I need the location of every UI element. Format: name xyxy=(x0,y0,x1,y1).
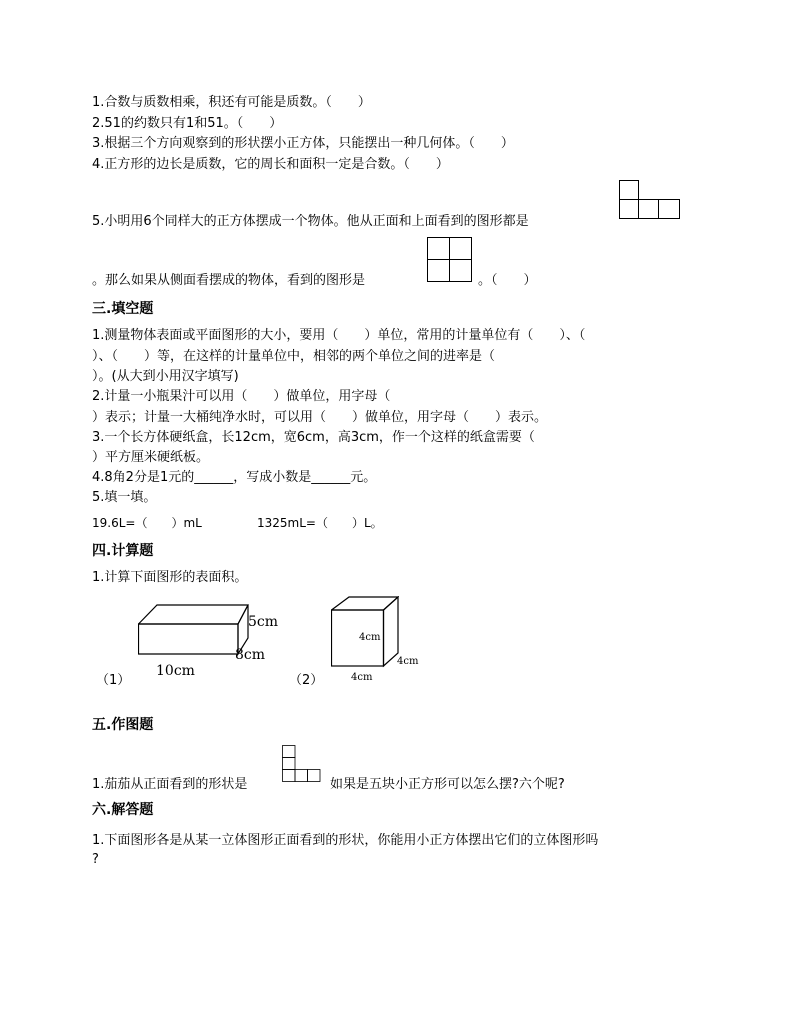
calc-question-1: 1.计算下面图形的表面积。 xyxy=(92,570,248,585)
cuboid-length-label: 10cm xyxy=(156,663,195,679)
section-title-solve: 六.解答题 xyxy=(92,802,154,818)
judge-question-3: 3.根据三个方向观察到的形状摆小正方体，只能摆出一种几何体。（ ） xyxy=(92,136,514,151)
draw-question-1-part2: 如果是五块小正方形可以怎么摆?六个呢? xyxy=(330,777,565,792)
judge-question-2: 2.51的约数只有1和51。（ ） xyxy=(92,116,283,131)
fill-question-3-line1: 3.一个长方体硬纸盒，长12cm，宽6cm，高3cm，作一个这样的纸盒需要（ xyxy=(92,430,535,445)
draw-question-1-part1: 1.茄茄从正面看到的形状是 xyxy=(92,777,248,792)
section-title-draw: 五.作图题 xyxy=(92,717,154,733)
cuboid-height-label: 5cm xyxy=(248,614,279,630)
fill-question-5-item-b: 1325mL=（ ）L。 xyxy=(257,516,383,530)
fill-question-4: 4.8角2分是1元的______，写成小数是______元。 xyxy=(92,470,377,485)
fill-question-2-line2: ）表示；计量一大桶纯净水时，可以用（ ）做单位，用字母（ ）表示。 xyxy=(92,410,548,425)
fill-question-1-line2: ）、（ ）等，在这样的计量单位中，相邻的两个单位之间的进率是（ xyxy=(92,349,496,364)
judge-question-1: 1.合数与质数相乘，积还有可能是质数。（ ） xyxy=(92,95,371,110)
front-view-shape-figure xyxy=(282,745,322,783)
judge-question-5-part3: 。（ ） xyxy=(478,273,537,288)
side-view-option-figure xyxy=(427,237,473,283)
section-title-fill: 三.填空题 xyxy=(92,301,154,317)
fill-question-5-item-a: 19.6L=（ ）mL xyxy=(92,516,202,530)
fill-question-1-line3: ）。(从大到小用汉字填写) xyxy=(92,369,239,384)
judge-question-4: 4.正方形的边长是质数，它的周长和面积一定是合数。（ ） xyxy=(92,157,449,172)
fill-question-3-line2: ）平方厘米硬纸板。 xyxy=(92,450,210,465)
cuboid-figure xyxy=(138,604,250,656)
fill-question-5: 5.填一填。 xyxy=(92,490,157,505)
cube-side-edge-label: 4cm xyxy=(397,656,419,667)
solve-question-1-line2: ? xyxy=(92,852,99,867)
fill-question-1-line1: 1.测量物体表面或平面图形的大小，要用（ ）单位，常用的计量单位有（ ）、（ xyxy=(92,328,586,343)
judge-question-5-part2: 。那么如果从侧面看摆成的物体，看到的图形是 xyxy=(92,273,366,288)
judge-question-5-part1: 5.小明用6个同样大的正方体摆成一个物体。他从正面和上面看到的图形都是 xyxy=(92,214,529,229)
figure-1-label: （1） xyxy=(96,673,131,688)
solve-question-1-line1: 1.下面图形各是从某一立体图形正面看到的形状，你能用小正方体摆出它们的立体图形吗 xyxy=(92,833,599,848)
fill-question-2-line1: 2.计量一小瓶果汁可以用（ ）做单位，用字母（ xyxy=(92,389,391,404)
figure-2-label: （2） xyxy=(289,673,324,688)
section-title-calc: 四.计算题 xyxy=(92,543,154,559)
cube-bottom-edge-label: 4cm xyxy=(351,672,373,683)
cuboid-width-label: 8cm xyxy=(235,647,266,663)
cube-front-edge-label: 4cm xyxy=(359,632,381,643)
front-top-view-figure xyxy=(619,180,681,220)
